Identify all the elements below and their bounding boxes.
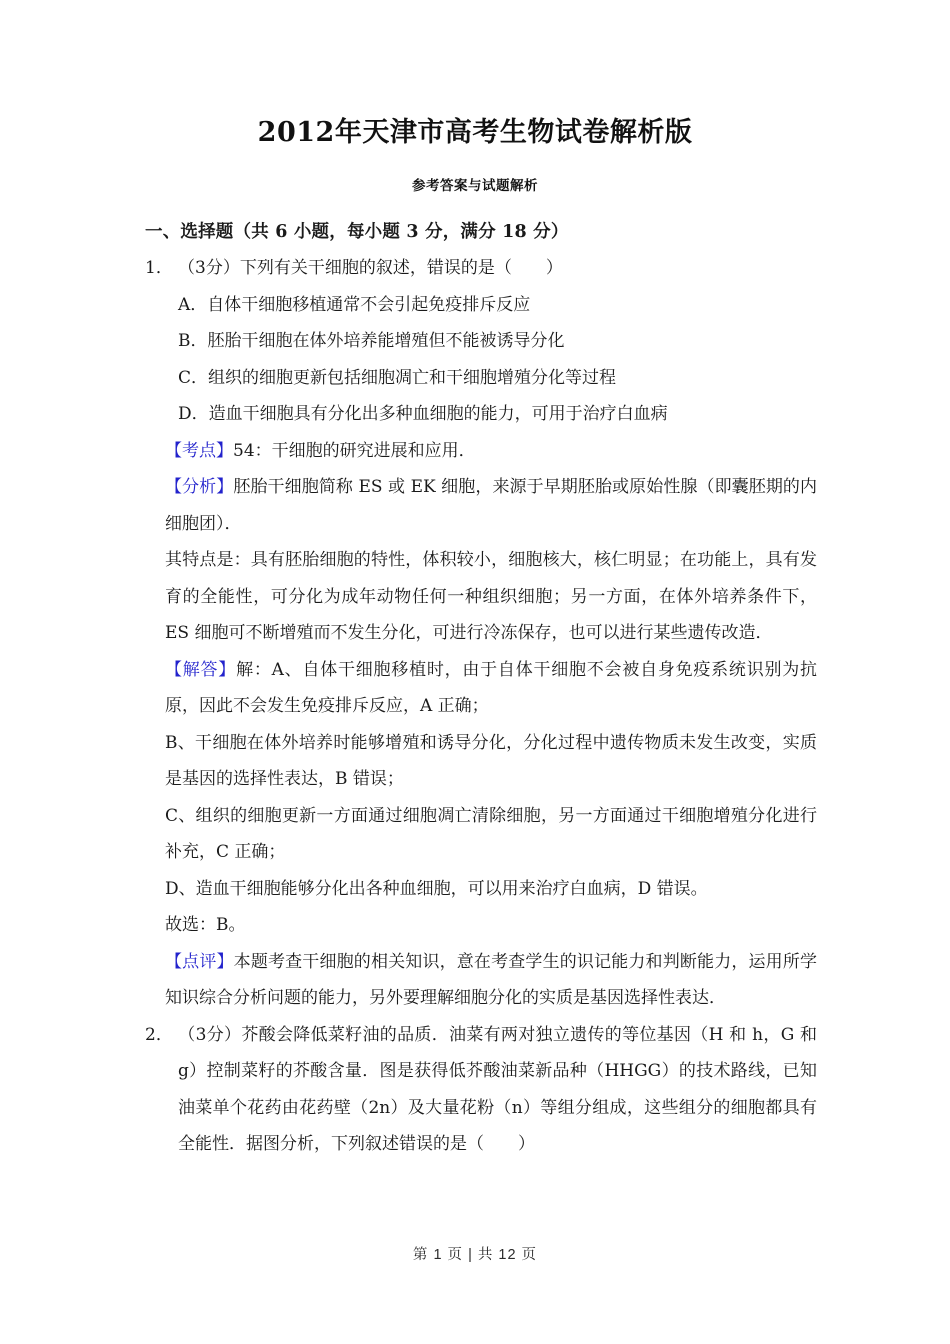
- analysis-paragraph: [145, 469, 817, 542]
- question-block: [145, 250, 817, 1017]
- question-number: 1．: [145, 258, 173, 278]
- analysis-paragraph: [145, 871, 817, 908]
- analysis-tag: 【解答】: [165, 659, 237, 680]
- analysis-tag: 【考点】: [165, 440, 233, 461]
- question-option: C．组织的细胞更新包括细胞凋亡和干细胞增殖分化等过程: [178, 367, 617, 388]
- analysis-paragraph: [145, 542, 817, 652]
- analysis-paragraph: [145, 944, 817, 1017]
- question-text: （3分）下列有关干细胞的叙述，错误的是（ ）: [178, 258, 563, 278]
- page-title: 2012年天津市高考生物试卷解析版: [257, 117, 693, 148]
- analysis-paragraph: [145, 652, 817, 725]
- question-text: （3分）芥酸会降低菜籽油的品质．油菜有两对独立遗传的等位基因（H 和 h，G 和 g）控制菜籽的芥酸含量．图是获得低芥酸油菜新品种（HHGG）的技术路线，已知油菜单个花药由花药壁（2n）及大量花粉（n）等组分组成，这些组分的细胞都具有全能性．据图分析，下列叙述错误的是（ ）: [178, 1024, 817, 1154]
- analysis-paragraph: [145, 907, 817, 944]
- analysis-text: D、造血干细胞能够分化出各种血细胞，可以用来治疗白血病，D 错误。: [165, 878, 708, 899]
- analysis-text: 解：A、自体干细胞移植时，由于自体干细胞不会被自身免疫系统识别为抗原，因此不会发生免疫排斥反应，A 正确；: [165, 659, 818, 716]
- question-stem: [145, 1017, 817, 1163]
- section-heading: 一、选择题（共 6 小题，每小题 3 分，满分 18 分）: [145, 222, 569, 242]
- analysis-text: 故选：B。: [165, 915, 246, 935]
- document-body: [0, 214, 950, 1163]
- analysis-text: 胚胎干细胞简称 ES 或 EK 细胞，来源于早期胚胎或原始性腺（即囊胚期的内细胞团）．: [165, 477, 818, 534]
- analysis-text: 其特点是：具有胚胎细胞的特性，体积较小，细胞核大，核仁明显；在功能上，具有发育的全能性，可分化为成年动物任何一种组织细胞；另一方面，在体外培养条件下，ES 细胞可不断增殖而不发生分化，可进行冷冻保存，也可以进行某些遗传改造．: [165, 550, 817, 643]
- analysis-text: C、组织的细胞更新一方面通过细胞凋亡清除细胞，另一方面通过干细胞增殖分化进行补充，C 正确；: [165, 805, 817, 862]
- question-block: [145, 1017, 817, 1163]
- question-number: 2．: [145, 1024, 173, 1045]
- question-option: A．自体干细胞移植通常不会引起免疫排斥反应: [178, 294, 531, 315]
- analysis-text: B、干细胞在体外培养时能够增殖和诱导分化，分化过程中遗传物质未发生改变，实质是基因的选择性表达，B 错误；: [165, 732, 817, 789]
- page-subtitle: 参考答案与试题解析: [412, 178, 538, 194]
- question-option: D．造血干细胞具有分化出多种血细胞的能力，可用于治疗白血病: [178, 404, 668, 424]
- analysis-text: 54：干细胞的研究进展和应用．: [233, 440, 476, 461]
- page-footer: 第 1 页 | 共 12 页: [412, 1247, 538, 1263]
- analysis-tag: 【分析】: [165, 477, 234, 497]
- analysis-text: 本题考查干细胞的相关知识，意在考查学生的识记能力和判断能力，运用所学知识综合分析问题的能力，另外要理解细胞分化的实质是基因选择性表达．: [165, 951, 818, 1008]
- analysis-paragraph: [145, 725, 817, 798]
- question-stem: [145, 250, 817, 287]
- analysis-paragraph: [145, 433, 817, 470]
- question-option: B．胚胎干细胞在体外培养能增殖但不能被诱导分化: [178, 331, 565, 351]
- analysis-paragraph: [145, 798, 817, 871]
- analysis-tag: 【点评】: [165, 951, 234, 972]
